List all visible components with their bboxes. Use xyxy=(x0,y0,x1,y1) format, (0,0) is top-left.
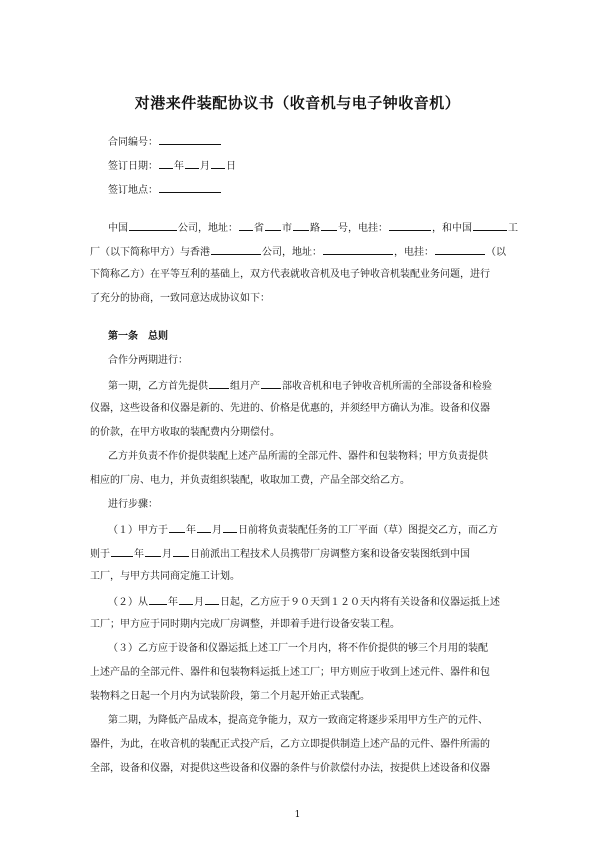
paragraph-line: 全部，设备和仪器，对提供这些设备和仪器的条件与价款偿付办法，按提供上述设备和仪器 xyxy=(90,763,490,774)
paragraph-line: 工厂，与甲方共同商定施工计划。 xyxy=(90,571,240,582)
document-title: 对港来件装配协议书（收音机与电子钟收音机） xyxy=(134,94,461,112)
text: 年 xyxy=(168,597,178,608)
text: 第一期，乙方首先提供 xyxy=(108,381,208,392)
text: 则于 xyxy=(90,549,110,560)
text: 月 xyxy=(194,597,204,608)
blank xyxy=(149,595,167,605)
sign-place-row xyxy=(108,183,222,197)
paragraph-line: 上述产品的全部元件、器件和包装物料运抵上述工厂；甲方则应于收到上述元件、器件和包 xyxy=(90,667,490,678)
paragraph-line xyxy=(108,379,492,393)
page-number: 1 xyxy=(294,810,301,820)
blank xyxy=(223,523,237,533)
section-heading: 第一条 总则 xyxy=(108,331,168,342)
paragraph-line: 装物料之日起一个月内为试装阶段，第二个月起开始正式装配。 xyxy=(90,691,370,702)
month-label: 月 xyxy=(200,161,210,172)
intro-text: （以 xyxy=(486,247,506,258)
intro-line-4: 了充分的协商，一致同意达成协议如下： xyxy=(90,293,270,304)
blank xyxy=(293,221,309,231)
blank xyxy=(321,221,337,231)
blank xyxy=(473,221,507,231)
sign-date-label: 签订日期： xyxy=(108,161,158,172)
paragraph-line: 工厂；甲方应于同时期内完成厂房调整，并即着手进行设备安装工程。 xyxy=(90,619,400,630)
sign-place-blank xyxy=(159,183,221,193)
intro-text: 市 xyxy=(282,223,292,234)
intro-text: 号，电挂： xyxy=(338,223,388,234)
text: 日前将负责装配任务的工厂平面（草）图提交乙方，而乙方 xyxy=(238,525,498,536)
text: 月 xyxy=(162,549,172,560)
paragraph-line: 的价款，在甲方收取的装配费内分期偿付。 xyxy=(90,427,280,438)
text: 日起，乙方应于９０天到１２０天内将有关设备和仪器运抵上述 xyxy=(220,597,500,608)
text: （１）甲方于 xyxy=(108,525,168,536)
blank xyxy=(205,595,219,605)
day-blank xyxy=(211,159,225,169)
day-label: 日 xyxy=(226,161,236,172)
intro-text: 厂（以下简称甲方）与香港 xyxy=(90,247,210,258)
blank xyxy=(197,523,211,533)
blank xyxy=(435,245,485,255)
contract-no-label: 合同编号： xyxy=(108,137,158,148)
intro-text: ，和中国 xyxy=(432,223,472,234)
paragraph-line: 器件，为此，在收音机的装配正式投产后，乙方立即提供制造上述产品的元件、器件所需的 xyxy=(90,739,490,750)
blank xyxy=(173,547,189,557)
text: （２）从 xyxy=(108,597,148,608)
paragraph-line xyxy=(90,547,470,561)
contract-no-blank xyxy=(159,135,221,145)
blank xyxy=(389,221,431,231)
text: 月 xyxy=(212,525,222,536)
blank xyxy=(265,221,281,231)
paragraph-line: 仪器，这些设备和仪器是新的、先进的、价格是优惠的，并须经甲方确认为准。设备和仪器 xyxy=(90,403,490,414)
blank xyxy=(179,595,193,605)
blank xyxy=(129,221,177,231)
blank xyxy=(145,547,161,557)
intro-text: 中国 xyxy=(108,223,128,234)
intro-text: 路 xyxy=(310,223,320,234)
blank xyxy=(111,547,133,557)
intro-text: 工 xyxy=(508,223,518,234)
paragraph-line xyxy=(108,595,500,609)
intro-text: 公司，地址： xyxy=(262,247,322,258)
blank xyxy=(209,379,229,389)
paragraph-line: （３）乙方应于设备和仪器运抵上述工厂一个月内，将不作价提供的够三个月用的装配 xyxy=(108,643,488,654)
blank xyxy=(323,245,393,255)
intro-line-3: 下简称乙方）在平等互利的基础上，双方代表就收音机及电子钟收音机装配业务问题，进行 xyxy=(90,269,490,280)
sign-date-row xyxy=(108,159,236,173)
blank xyxy=(261,379,281,389)
blank xyxy=(239,221,253,231)
paragraph-line: 第二期，为降低产品成本，提高竞争能力，双方一致商定将逐步采用甲方生产的元件、 xyxy=(108,715,488,726)
text: 日前派出工程技术人员携带厂房调整方案和设备安装图纸到中国 xyxy=(190,549,470,560)
intro-text: 省 xyxy=(254,223,264,234)
paragraph-line: 乙方并负责不作价提供装配上述产品所需的全部元件、器件和包装物料；甲方负责提供 xyxy=(108,451,488,462)
paragraph-line xyxy=(108,523,498,537)
month-blank xyxy=(185,159,199,169)
text: 部收音机和电子钟收音机所需的全部设备和检验 xyxy=(282,381,492,392)
intro-text: 公司，地址： xyxy=(178,223,238,234)
text: 年 xyxy=(134,549,144,560)
paragraph-line: 合作分两期进行： xyxy=(108,355,188,366)
intro-line-2 xyxy=(90,245,506,259)
paragraph-line: 相应的厂房、电力，并负责组织装配，收取加工费，产品全部交给乙方。 xyxy=(90,475,410,486)
blank xyxy=(169,523,185,533)
text: 年 xyxy=(186,525,196,536)
contract-no-row xyxy=(108,135,222,149)
intro-text: ，电挂： xyxy=(394,247,434,258)
year-label: 年 xyxy=(174,161,184,172)
paragraph-line: 进行步骤： xyxy=(108,499,158,510)
text: 组月产 xyxy=(230,381,260,392)
intro-line-1 xyxy=(108,221,518,235)
year-blank xyxy=(159,159,173,169)
sign-place-label: 签订地点： xyxy=(108,185,158,196)
blank xyxy=(211,245,261,255)
